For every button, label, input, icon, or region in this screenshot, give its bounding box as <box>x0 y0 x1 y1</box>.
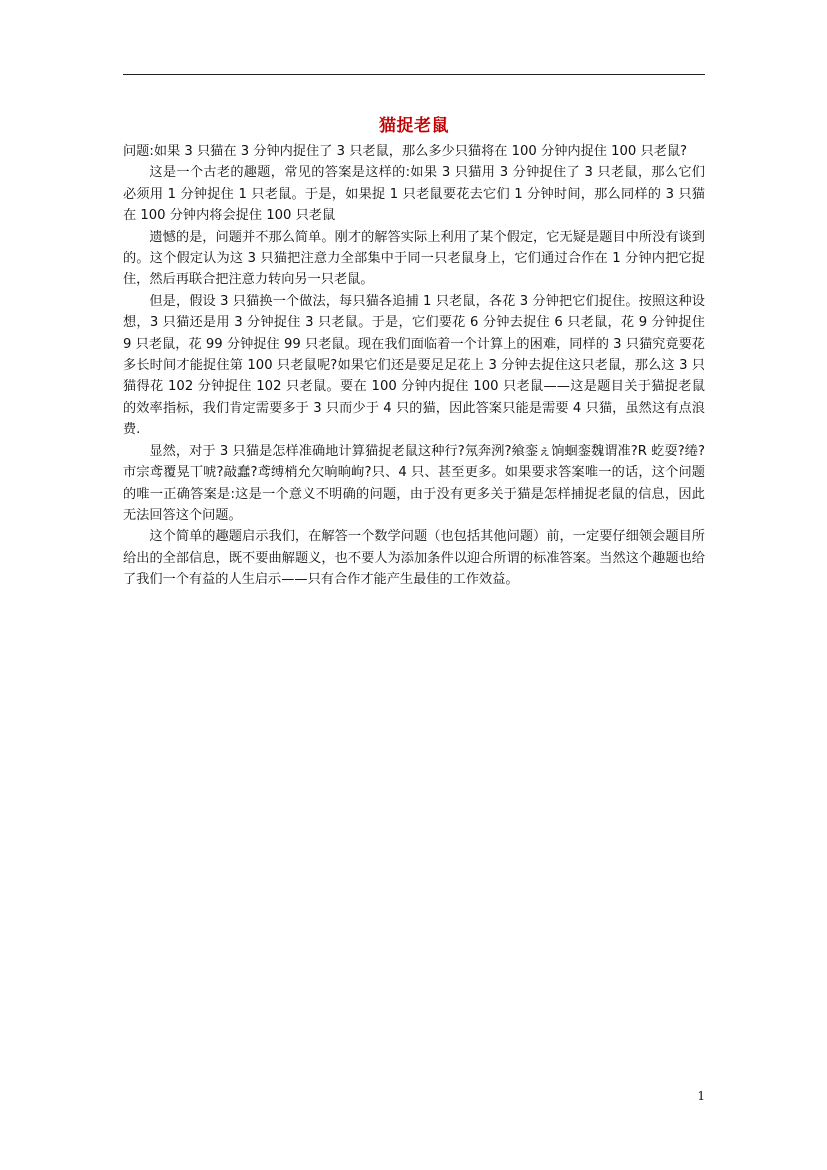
paragraph: 显然，对于 3 只猫是怎样准确地计算猫捉老鼠这种行?氖奔洌?飨銮ぇ饷蛔銮魏谓准?R 虼耍?绻?市宗鸢覆晃丅唬?敲蠢?鸢缚梢允欠晌晌岣?只、4 只、甚至更多。如果要求答案唯一的话，这个问题的唯一正确答案是:这是一个意义不明确的问题，由于没有更多关于猫是怎样捕捉老鼠的信息，因此无法回答这个问题。 <box>123 443 705 523</box>
paragraph: 但是，假设 3 只猫换一个做法，每只猫各追捕 1 只老鼠，各花 3 分钟把它们捉住。按照这种设想，3 只猫还是用 3 分钟捉住 3 只老鼠。于是，它们要花 6 分钟去捉住 6 只老鼠，花 9 分钟捉住 9 只老鼠，花 99 分钟捉住 99 只老鼠。现在我们面临着一个计算上的困难，同样的 3 只猫究竟要花多长时间才能捉住第 100 只老鼠呢?如果它们还是要足足花上 3 分钟去捉住这只老鼠，那么这 3 只猫得花 102 分钟捉住 102 只老鼠。要在 100 分钟内捉住 100 只老鼠——这是题目关于猫捉老鼠的效率指标，我们肯定需要多于 3 只而少于 4 只的猫，因此答案只能是需要 4 只猫，虽然这有点浪费. <box>123 293 705 438</box>
paragraph: 这是一个古老的趣题，常见的答案是这样的:如果 3 只猫用 3 分钟捉住了 3 只老鼠，那么它们必须用 1 分钟捉住 1 只老鼠。于是，如果捉 1 只老鼠要花去它们 1 分钟时间，那么同样的 3 只猫在 100 分钟内将会捉住 100 只老鼠 <box>123 165 705 224</box>
paragraph: 遗憾的是，问题并不那么简单。刚才的解答实际上利用了某个假定，它无疑是题目中所没有谈到的。这个假定认为这 3 只猫把注意力全部集中于同一只老鼠身上，它们通过合作在 1 分钟内把它捉住，然后再联合把注意力转向另一只老鼠。 <box>123 229 705 288</box>
paragraph: 这个简单的趣题启示我们，在解答一个数学问题（也包括其他问题）前，一定要仔细领会题目所给出的全部信息，既不要曲解题义，也不要人为添加条件以迎合所谓的标准答案。当然这个趣题也给了我们一个有益的人生启示——只有合作才能产生最佳的工作效益。 <box>123 529 705 588</box>
document-body <box>123 141 705 591</box>
document-title: 猫捉老鼠 <box>379 116 449 136</box>
paragraph-question: 问题:如果 3 只猫在 3 分钟内捉住了 3 只老鼠，那么多少只猫将在 100 分钟内捉住 100 只老鼠? <box>123 144 688 159</box>
page-number: 1 <box>697 1089 705 1103</box>
header-rule <box>123 74 705 75</box>
